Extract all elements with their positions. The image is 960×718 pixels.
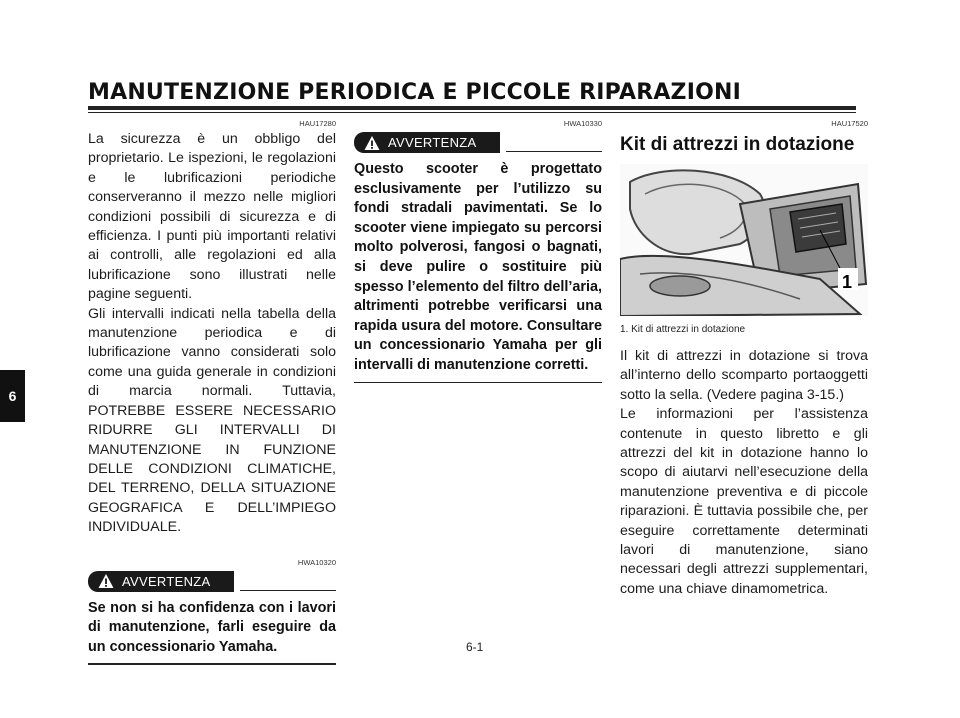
intervals-paragraph: Gli intervalli indicati nella tabella della manutenzione periodica e di lubrificazione vanno considerati solo come una guida generale in condizioni di marcia normali. Tuttavia, POTREBBE ESSERE NECESSARIO RIDURRE GLI INTERVALLI DI MANUTENZIONE IN FUNZIONE DELLE CONDIZIONI CLIMATICHE, DEL TERRENO, DELLA SITUAZIONE GEOGRAFICA E DELL’IMPIEGO INDIVIDUALE. [88,305,336,536]
warning-badge [354,132,500,153]
warning-end-rule [88,663,336,665]
warning-triangle-icon [98,573,114,589]
page-header-title: MANUTENZIONE PERIODICA E PICCOLE RIPARAZIONI [88,80,741,105]
column-1 [88,119,336,665]
warning-badge [88,571,234,592]
page-number: 6-1 [466,640,484,654]
chapter-tab: 6 [0,370,25,422]
header-rule-thick [88,106,856,110]
column-3 [620,119,868,599]
warning-code: HWA10330 [563,119,602,128]
scooter-storage-illustration [620,164,868,316]
tool-kit-photo [620,164,868,316]
callout-number: 1 [842,272,853,292]
intro-paragraph: La sicurezza è un obbligo del proprietario. Le ispezioni, le regolazioni e le lubrificazioni periodiche conserveranno il mezzo nelle migliori condizioni possibili di sicurezza e di efficienza. I punti più importanti relativi ai controlli, alle regolazioni ed alla lubrificazione sono illustrati nelle pagine seguenti. [88,131,336,303]
section-title: Kit di attrezzi in dotazione [620,134,855,155]
warning-label: AVVERTENZA [122,573,211,589]
warning-end-rule [354,382,602,384]
section-code: HAU17280 [299,119,336,128]
warning-header [354,132,602,154]
warning-label: AVVERTENZA [388,135,477,150]
warning-text: Se non si ha confidenza con i lavori di manutenzione, farli eseguire da un concessionario Yamaha. [88,599,336,655]
column-2 [354,119,602,383]
warning-text: Questo scooter è progettato esclusivamente per l’utilizzo su fondi stradali pavimentati. Se lo scooter viene impiegato su percorsi molto polverosi, fangosi o bagnati, si deve pulire o sostituire più spesso l’elemento del filtro dell’aria, altrimenti potrebbe verificarsi una rapida usura del motore. Consultare un concessionario Yamaha per gli intervalli di manutenzione corretti. [354,161,602,373]
header-rule-thin [88,112,856,113]
info-paragraph: Le informazioni per l’assistenza contenute in questo libretto e gli attrezzi del kit in dotazione hanno lo scopo di aiutarvi nell’esecuzione della manutenzione preventiva e di piccole riparazioni. È tuttavia possibile che, per eseguire correttamente determinati lavori di manutenzione, siano necessari degli attrezzi supplementari, come una chiave dinamometrica. [620,406,868,597]
warning-header [88,571,336,593]
location-paragraph: Il kit di attrezzi in dotazione si trova all’interno dello scomparto portaoggetti sotto la sella. (Vedere pagina 3-15.) [620,348,868,403]
warning-rule [240,590,336,591]
section-code: HAU17520 [831,119,868,128]
warning-triangle-icon [364,135,380,151]
warning-code: HWA10320 [297,557,336,567]
photo-caption: 1. Kit di attrezzi in dotazione [620,324,746,335]
warning-rule [506,151,602,152]
